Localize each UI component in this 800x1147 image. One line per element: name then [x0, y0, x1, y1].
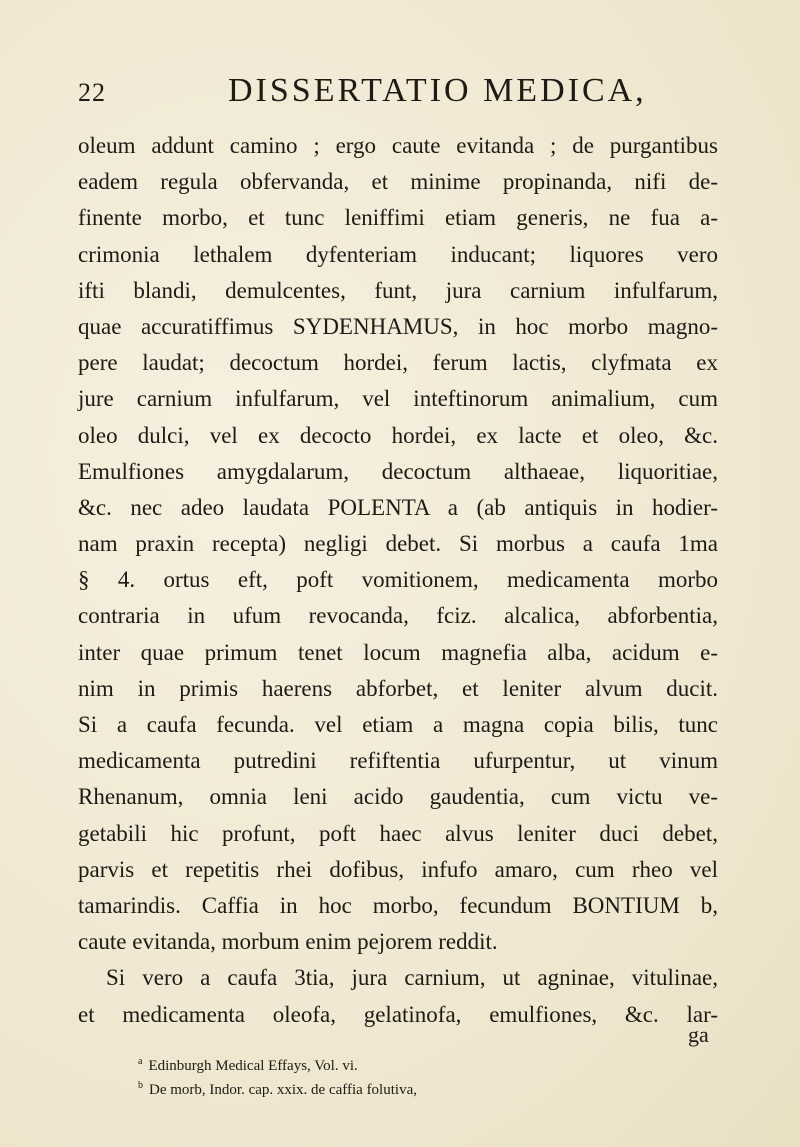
text-line: Rhenanum, omnia leni acido gaudentia, cum victu ve- [78, 784, 718, 810]
text-line: finente morbo, et tunc leniffimi etiam generis, ne fua a- [78, 205, 718, 231]
text-line: § 4. ortus eft, poft vomitionem, medicamenta morbo [78, 567, 718, 593]
footnotes [138, 1052, 718, 1100]
text-line: nam praxin recepta) negligi debet. Si morbus a caufa 1ma [78, 531, 718, 557]
text-line: inter quae primum tenet locum magnefia alba, acidum e- [78, 639, 718, 665]
text-line: getabili hic profunt, poft haec alvus leniter duci debet, [78, 820, 718, 846]
page-number: 22 [78, 78, 106, 107]
text-line: nim in primis haerens abforbet, et leniter alvum ducit. [78, 675, 718, 701]
text-line: quae accuratiffimus SYDENHAMUS, in hoc morbo magno- [78, 313, 718, 339]
footnote-text: De morb, Indor. cap. xxix. de caffia folutiva, [149, 1082, 417, 1098]
page-header [78, 72, 718, 112]
text-line: eadem regula obfervanda, et minime propinanda, nifi de- [78, 169, 718, 195]
text-line: caute evitanda, morbum enim pejorem reddit. [78, 929, 498, 955]
text-line: tamarindis. Caffia in hoc morbo, fecundum BONTIUM b, [78, 892, 718, 918]
text-line: crimonia lethalem dyfenteriam inducant; liquores vero [78, 241, 718, 267]
text-line: jure carnium infulfarum, vel inteftinorum animalium, cum [78, 386, 718, 412]
text-line: contraria in ufum revocanda, fciz. alcalica, abforbentia, [78, 603, 718, 629]
catchword: ga [688, 1022, 709, 1047]
text-line: parvis et repetitis rhei dofibus, infufo amaro, cum rheo vel [78, 856, 718, 882]
text-line: &c. nec adeo laudata POLENTA a (ab antiquis in hodier- [78, 494, 718, 520]
text-line: Emulfiones amygdalarum, decoctum althaeae, liquoritiae, [78, 458, 718, 484]
text-line: et medicamenta oleofa, gelatinofa, emulfiones, &c. lar- [78, 1001, 718, 1027]
text-line: Si a caufa fecunda. vel etiam a magna copia bilis, tunc [78, 712, 718, 737]
footnote [138, 1076, 718, 1100]
footnote-text: Edinburgh Medical Effays, Vol. vi. [148, 1058, 358, 1074]
running-head: DISSERTATIO MEDICA, [228, 72, 647, 109]
text-line: ifti blandi, demulcentes, funt, jura carnium infulfarum, [78, 277, 718, 303]
footnote-mark: b [138, 1080, 143, 1091]
text-line: oleum addunt camino ; ergo caute evitanda ; de purgantibus [78, 133, 718, 158]
footnote-mark: a [138, 1056, 143, 1067]
footnote [138, 1052, 718, 1076]
text-line: oleo dulci, vel ex decocto hordei, ex lacte et oleo, &c. [78, 422, 718, 448]
text-line: medicamenta putredini refiftentia ufurpentur, ut vinum [78, 748, 718, 774]
body-text [78, 128, 718, 1033]
text-line: Si vero a caufa 3tia, jura carnium, ut agninae, vitulinae, [106, 965, 718, 991]
text-line: pere laudat; decoctum hordei, ferum lactis, clyfmata ex [78, 350, 718, 376]
